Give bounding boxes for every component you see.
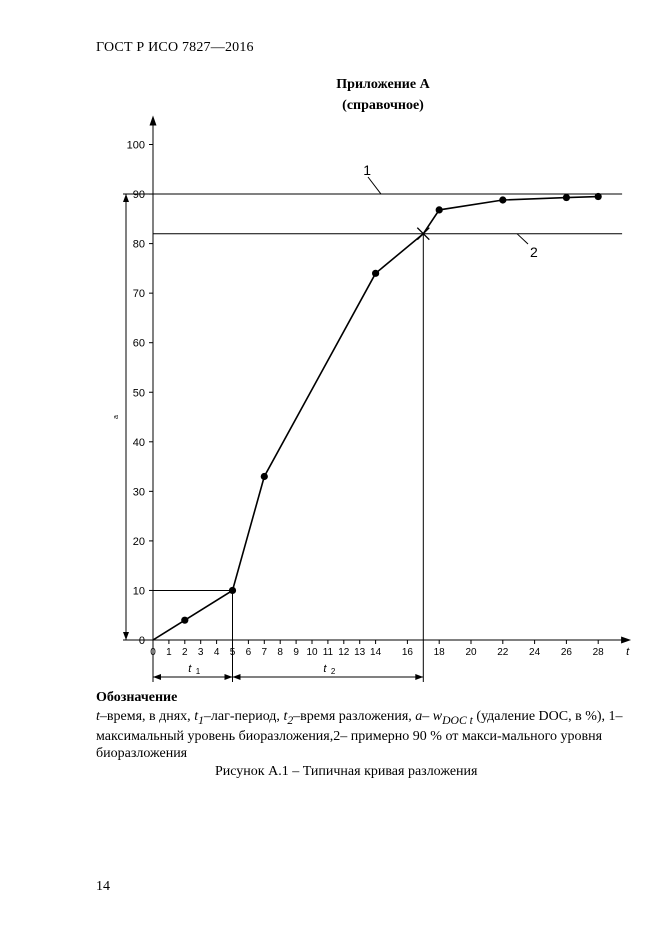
x-tick-label: 8 <box>277 647 283 658</box>
x-axis-label: t <box>626 646 630 658</box>
legend-w-desc: (удаление DOC, в %), 1–максимальный уровень биоразложения,2– примерно 90 % от макси-мального уровня биоразложения <box>96 709 623 761</box>
document-header: ГОСТ Р ИСО 7827—2016 <box>96 40 254 55</box>
x-axis-arrow <box>621 637 631 644</box>
data-point <box>595 193 602 200</box>
y-tick-label: 100 <box>126 139 145 152</box>
interval-t1-arrow-left <box>153 674 161 680</box>
x-tick-label: 13 <box>354 647 366 658</box>
y-tick-label: 40 <box>132 436 145 449</box>
x-tick-label: 16 <box>401 647 413 658</box>
x-tick-label: 3 <box>197 647 204 658</box>
y-tick-label: 10 <box>132 585 145 598</box>
x-tick-label: 10 <box>306 647 318 658</box>
x-tick-label: 6 <box>245 647 252 658</box>
legend-w-symbol: w <box>432 709 443 724</box>
degradation-curve <box>153 197 598 640</box>
y-tick-label: 80 <box>132 238 145 251</box>
ref-line-1-label: 1 <box>363 162 371 178</box>
appendix-subtitle: (справочное) <box>342 98 424 113</box>
data-point <box>436 206 443 213</box>
legend-a-desc: – <box>422 709 433 724</box>
x-tick-label: 24 <box>529 647 541 658</box>
x-tick-label: 2 <box>182 647 188 658</box>
ref-line-1-leader <box>368 177 381 194</box>
y-tick-label: 0 <box>138 635 145 647</box>
page-number: 14 <box>96 879 110 894</box>
data-point <box>563 194 570 201</box>
x-tick-label: 5 <box>229 647 236 658</box>
x-tick-label: 18 <box>433 647 445 658</box>
y-axis-label: a <box>113 415 120 419</box>
interval-t1-label: t <box>188 663 192 675</box>
x-tick-label: 0 <box>150 647 156 658</box>
x-tick-label: 9 <box>293 647 299 658</box>
figure-caption: Рисунок А.1 – Типичная кривая разложения <box>215 764 478 779</box>
x-tick-label: 11 <box>322 647 334 658</box>
interval-t1-label-sub: 1 <box>195 667 201 676</box>
y-tick-label: 90 <box>132 189 145 202</box>
ref-line-2-leader <box>517 234 528 244</box>
interval-t2-label: t <box>323 663 327 675</box>
x-tick-label: 7 <box>261 647 268 658</box>
legend-t-symbol: t <box>96 709 100 724</box>
legend-t2-symbol: t <box>283 709 288 724</box>
data-point <box>499 196 506 203</box>
ref-line-2-label: 2 <box>530 244 538 260</box>
x-tick-label: 28 <box>592 647 604 658</box>
legend-t1-desc: –лаг-период, <box>203 709 284 724</box>
data-point <box>181 617 188 624</box>
x-tick-label: 14 <box>370 647 382 658</box>
x-tick-label: 1 <box>166 647 172 658</box>
y-tick-label: 20 <box>132 535 145 548</box>
legend-t1-sub: 1 <box>198 713 204 727</box>
legend-t2-desc: –время разложения, <box>293 709 416 724</box>
y-tick-label: 70 <box>132 288 145 301</box>
legend-text <box>96 709 636 762</box>
legend-a-symbol: a <box>415 709 423 724</box>
x-tick-label: 26 <box>560 647 572 658</box>
interval-t2-arrow-right <box>415 674 423 680</box>
interval-t1-arrow-right <box>225 674 233 680</box>
y-tick-label: 50 <box>132 387 145 400</box>
y-axis-arrow <box>150 116 157 126</box>
data-point <box>261 473 268 480</box>
legend-t2-sub: 2 <box>287 713 294 727</box>
legend-w-sub: DOC t <box>442 713 473 727</box>
y-tick-label: 30 <box>132 486 145 499</box>
x-tick-label: 22 <box>497 647 509 658</box>
interval-t2-label-sub: 2 <box>330 667 336 676</box>
legend-t-desc: –время, в днях, <box>99 709 195 724</box>
legend-t1-symbol: t <box>194 709 199 724</box>
x-tick-label: 4 <box>213 647 220 658</box>
y-tick-label: 60 <box>132 337 145 350</box>
data-point <box>372 270 379 277</box>
x-tick-label: 12 <box>338 647 350 658</box>
interval-t2-arrow-left <box>233 674 241 680</box>
legend-title: Обозначение <box>96 690 178 705</box>
a-dimension-arrow-top <box>123 194 129 202</box>
x-tick-label: 20 <box>465 647 477 658</box>
a-dimension-arrow-bottom <box>123 632 129 640</box>
data-point <box>229 587 236 594</box>
appendix-title: Приложение А <box>336 77 430 92</box>
